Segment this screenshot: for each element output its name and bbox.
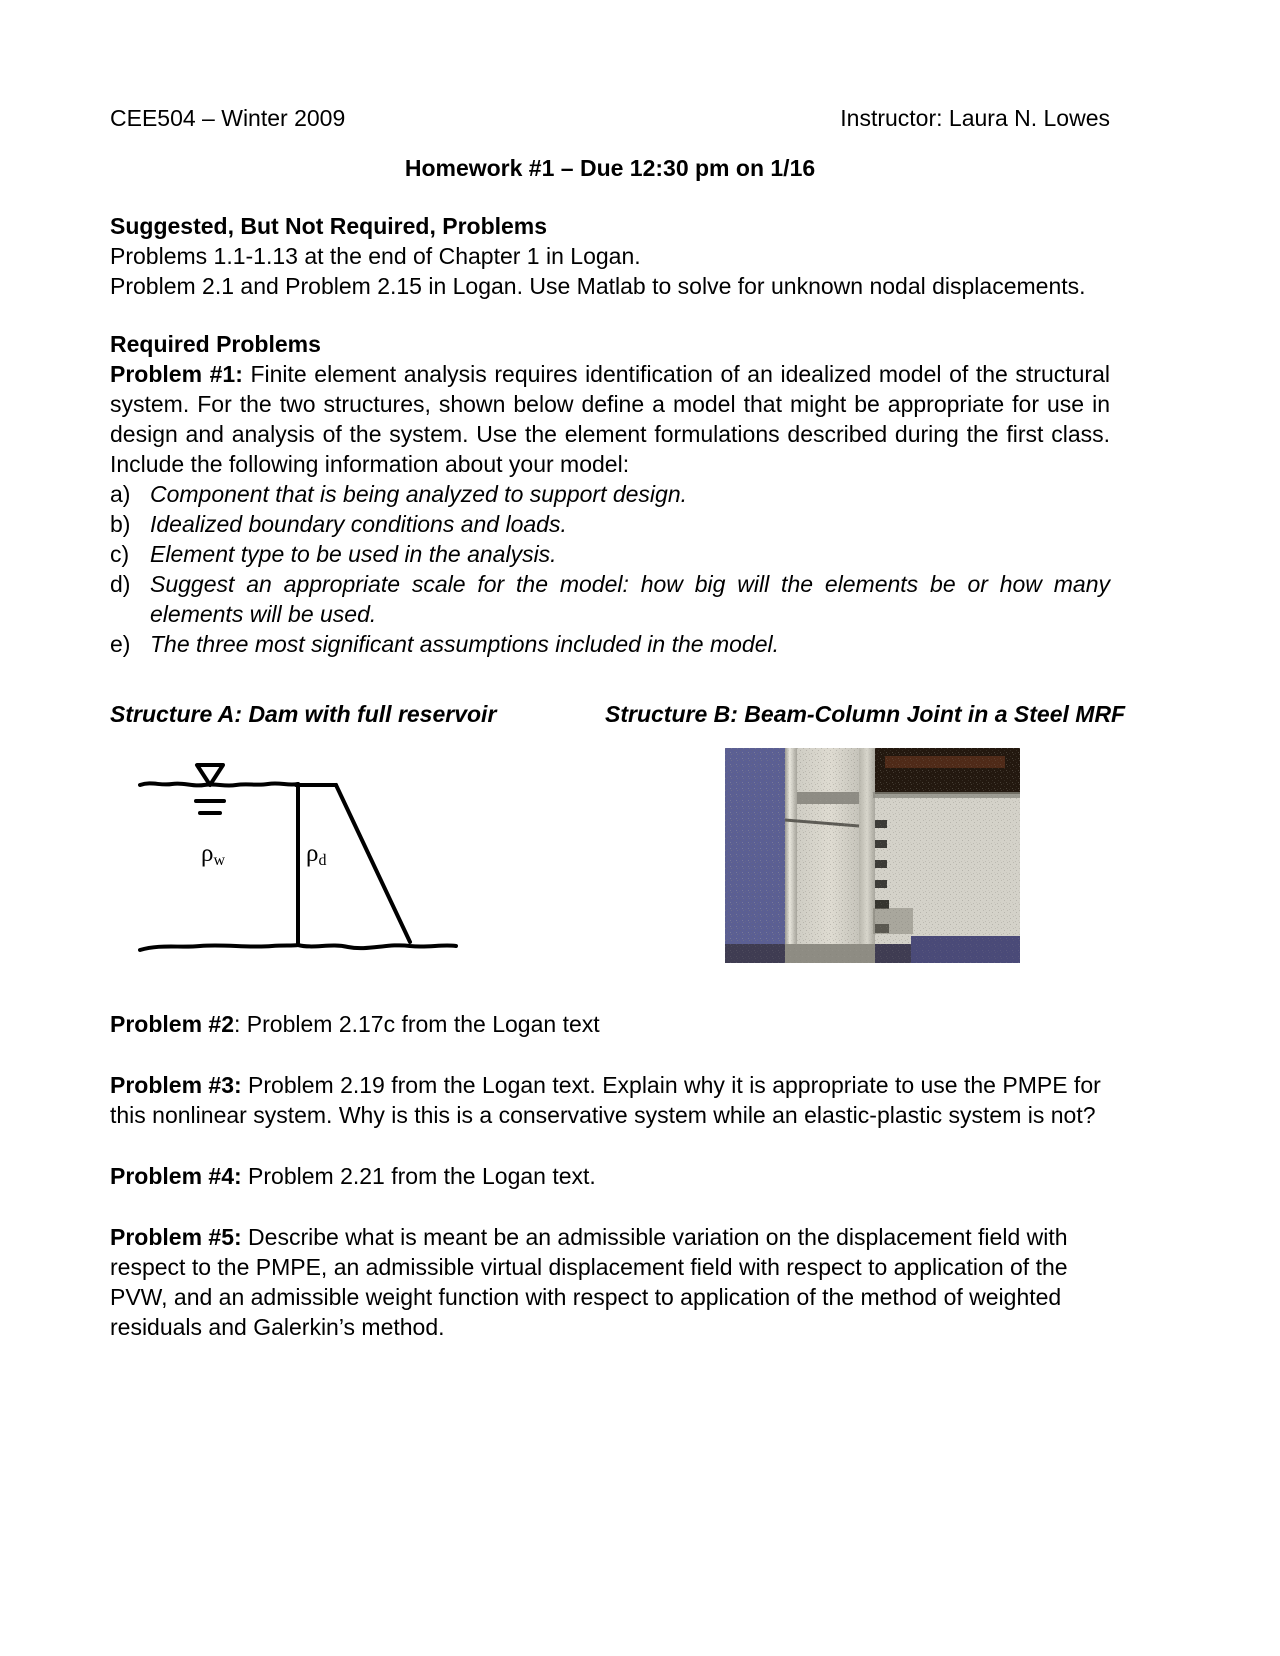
- problem-1-paragraph: [110, 359, 1110, 479]
- structure-headings-row: [110, 699, 1126, 731]
- instructor-name: Instructor: Laura N. Lowes: [840, 105, 1110, 131]
- structure-a-heading: Structure A: Dam with full reservoir: [110, 701, 497, 727]
- beam-column-joint-photo-svg: [725, 748, 1020, 963]
- list-item-marker: a): [110, 481, 131, 507]
- problem-5-body: Describe what is meant be an admissible variation on the displacement field with respect to the PMPE, an admissible virtual displacement field with respect to application of the PVW, and an admissible weight function with respect to application of the method of weighted residuals and Galerkin’s method.: [110, 1224, 1068, 1340]
- required-problems-heading: Required Problems: [110, 331, 321, 357]
- ground-line-right: [298, 945, 456, 948]
- problem-2-body: Problem 2.17c from the Logan text: [246, 1011, 600, 1037]
- dam-density-label: $\rho_d$: [306, 840, 327, 869]
- page-header: [110, 104, 1110, 133]
- dam-downstream-face: [336, 785, 410, 942]
- problem-2-paragraph: [110, 1009, 1110, 1039]
- list-item: [110, 479, 1110, 509]
- structure-b-heading: Structure B: Beam-Column Joint in a Steel MRF: [605, 701, 1126, 727]
- problem-4-label: Problem #4:: [110, 1163, 242, 1189]
- dam-diagram: [138, 743, 478, 963]
- problem-3-body: Problem 2.19 from the Logan text. Explain why it is appropriate to use the PMPE for this nonlinear system. Why is this is a conservative system while an elastic-plastic system is not?: [110, 1072, 1101, 1128]
- list-item-label: The three most significant assumptions included in the model.: [150, 631, 779, 657]
- list-item-marker: c): [110, 541, 130, 567]
- list-item-marker: d): [110, 571, 131, 597]
- problem-1-body: Finite element analysis requires identification of an idealized model of the structural system. For the two structures, shown below define a model that might be appropriate for use in design and analysis of the system. Use the element formulations described during the first class. Include the following information about your model:: [110, 361, 1110, 477]
- suggested-problems-line-1: Problems 1.1-1.13 at the end of Chapter 1 in Logan.: [110, 243, 641, 269]
- list-item-marker: b): [110, 511, 131, 537]
- problem-3-label: Problem #3:: [110, 1072, 242, 1098]
- page-title: Homework #1 – Due 12:30 pm on 1/16: [404, 155, 816, 181]
- problem-1-label: Problem #1:: [110, 361, 243, 387]
- problem-3-paragraph: [110, 1070, 1110, 1130]
- beam-column-joint-photo: [725, 748, 1020, 963]
- problem-5-paragraph: [110, 1222, 1110, 1342]
- list-item-label: Suggest an appropriate scale for the model: how big will the elements be or how many elements will be used.: [150, 571, 1110, 627]
- water-density-label: $\rho_w$: [201, 840, 226, 869]
- list-item: [110, 629, 1110, 659]
- problem-4-paragraph: [110, 1161, 1110, 1191]
- list-item: [110, 539, 1110, 569]
- problem-2-label: Problem #2: [110, 1011, 234, 1037]
- problem-4-body: Problem 2.21 from the Logan text.: [248, 1163, 596, 1189]
- suggested-problems-heading: Suggested, But Not Required, Problems: [110, 213, 548, 239]
- list-item: [110, 569, 1110, 629]
- problem-2-separator: :: [234, 1011, 247, 1037]
- list-item-marker: e): [110, 631, 131, 657]
- list-item: [110, 509, 1110, 539]
- ground-line-left: [140, 945, 298, 950]
- course-code: CEE504 – Winter 2009: [110, 105, 346, 131]
- problem-1-sublist: [110, 479, 1110, 659]
- suggested-problems-line-2: Problem 2.1 and Problem 2.15 in Logan. Use Matlab to solve for unknown nodal displacements.: [110, 273, 1086, 299]
- figures-row: [110, 743, 1110, 978]
- water-level-triangle-icon: [197, 765, 223, 785]
- document-body: [110, 104, 1126, 1342]
- list-item-label: Idealized boundary conditions and loads.: [150, 511, 567, 537]
- problem-5-label: Problem #5:: [110, 1224, 242, 1250]
- water-surface-line: [140, 783, 298, 785]
- list-item-label: Component that is being analyzed to support design.: [150, 481, 688, 507]
- list-item-label: Element type to be used in the analysis.: [150, 541, 557, 567]
